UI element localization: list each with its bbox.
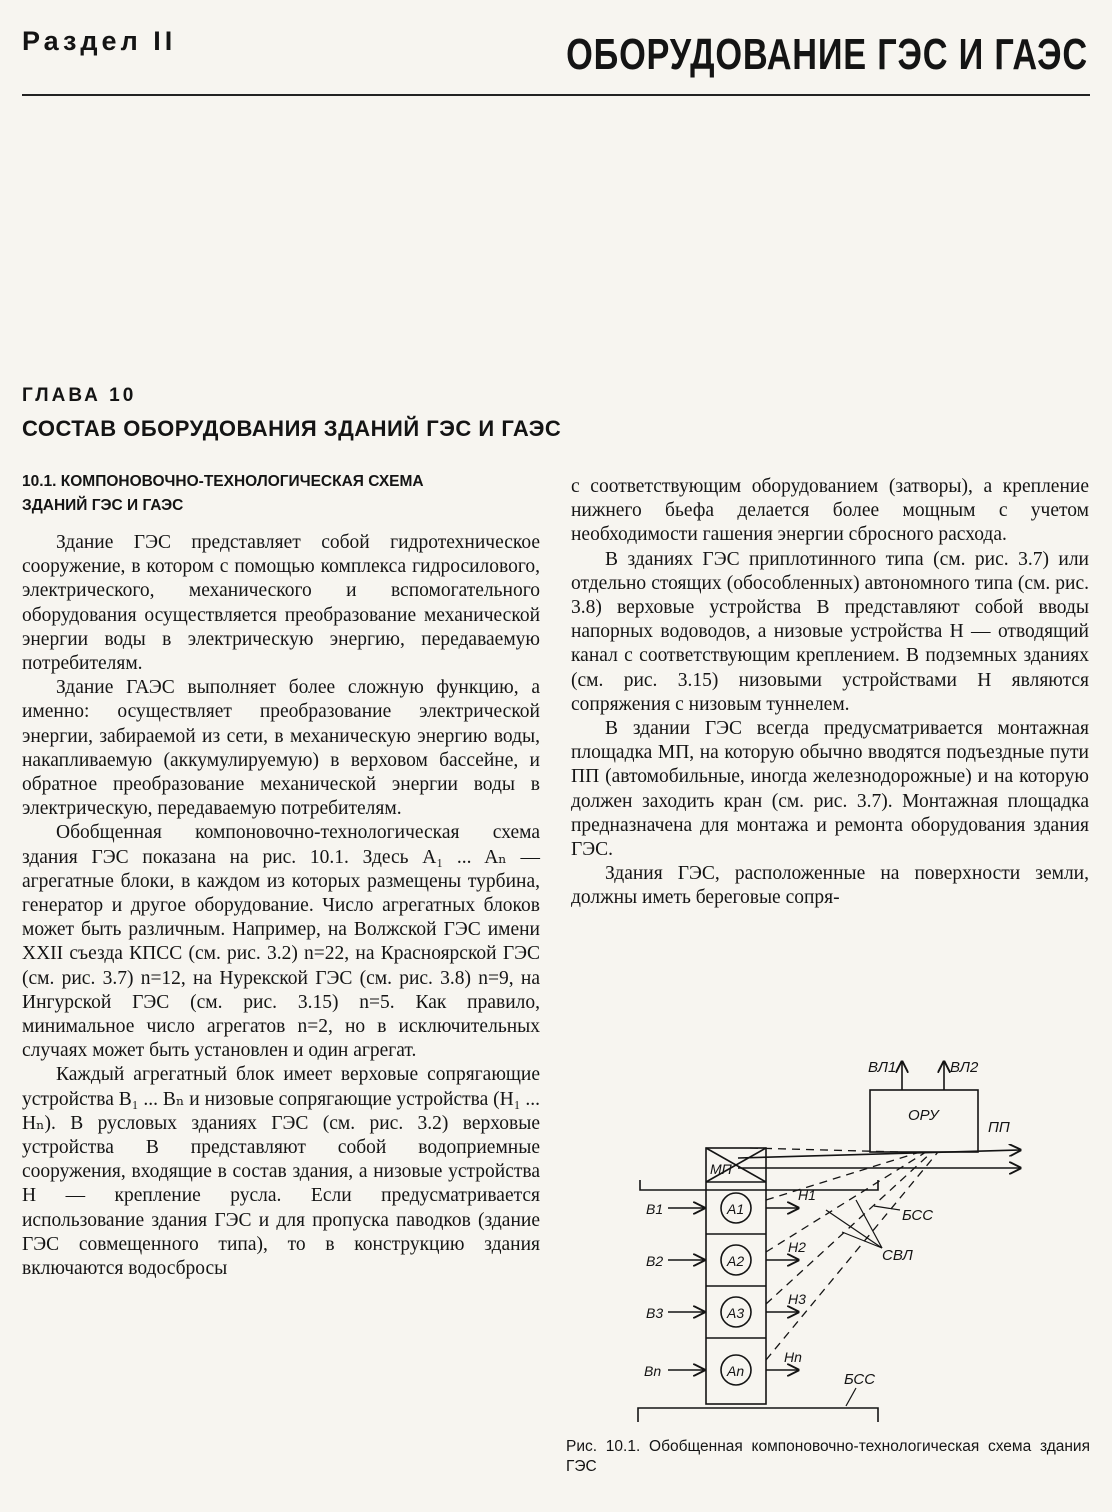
figure-caption: Рис. 10.1. Обобщенная компоновочно-технологическая схема здания ГЭС: [566, 1438, 1090, 1475]
paragraph: с соответствующим оборудованием (затворы), а крепление нижнего бьефа делается более мощным с учетом необходимости гашения энергии сбросного расхода.: [571, 476, 1089, 546]
label-b3: B3: [646, 1305, 664, 1321]
bss-pointer-bottom: [846, 1388, 856, 1406]
chapter-title: СОСТАВ ОБОРУДОВАНИЯ ЗДАНИЙ ГЭС И ГАЭС: [22, 416, 562, 441]
label-an: An: [727, 1363, 745, 1379]
label-pp: ПП: [988, 1119, 1010, 1136]
paragraph: Обобщенная компоновочно-технологическая схема здания ГЭС показана на рис. 10.1. Здесь A₁ ... Aₙ — агрегатные блоки, в каждом из которых размещены турбина, генератор и другое оборудование. Число агрегатных блоков может быть различным. Например, на Волжской ГЭС имени XXII съезда КПСС (см. рис. 3.2) n=22, на Красноярской ГЭС (см. рис. 3.7) n=12, на Нурекской ГЭС (см. рис. 3.8) n=9, на Ингурской ГЭС (см. рис. 3.15) n=5. Как правило, минимальное число агрегатов n=2, но в исключительных случаях может быть установлен и один агрегат.: [22, 822, 540, 1062]
paragraph: Здания ГЭС, расположенные на поверхности земли, должны иметь береговые сопря-: [571, 863, 1089, 909]
figure-10-1-diagram: [630, 1050, 1030, 1430]
label-oru: ОРУ: [908, 1107, 939, 1124]
label-svl: СВЛ: [882, 1247, 913, 1264]
label-hn: Hn: [784, 1349, 802, 1365]
label-h2: H2: [788, 1239, 806, 1255]
link-line: [766, 1152, 920, 1200]
right-column: [571, 475, 1089, 911]
subsection-title: [22, 470, 542, 518]
label-b1: B1: [646, 1201, 664, 1217]
label-a1: A1: [727, 1201, 745, 1217]
paragraph: Каждый агрегатный блок имеет верховые сопрягающие устройства B₁ ... Bₙ и низовые сопрягающие устройства (H₁ ... Hₙ). В русловых зданиях ГЭС (см. рис. 3.2) верховые устройства B представляют собой водоприемные сооружения, входящие в состав здания, а низовые устройства H — крепление русла. Если предусматривается использование здания ГЭС и для пропуска паводков (здание ГЭС совмещенного типа), то в конструкцию здания включаются водосбросы: [22, 1064, 541, 1280]
paragraph: В здании ГЭС всегда предусматривается монтажная площадка МП, на которую обычно вводятся подъездные пути ПП (автомобильные, иногда железнодорожные) и на которую должен заходить кран (см. рис. 3.7). Монтажная площадка предназначена для монтажа и ремонта оборудования здания ГЭС.: [571, 718, 1089, 861]
paragraph: В зданиях ГЭС приплотинного типа (см. рис. 3.7) или отдельно стоящих (обособленных) автономного типа (см. рис. 3.8) верховые устройства B представляют собой вводы напорных водоводов, а низовые устройства H — отводящий канал с соответствующим креплением. В подземных зданиях (см. рис. 3.15) низовыми устройствами H являются сопряжения с низовым туннелем.: [571, 548, 1089, 715]
section-title: ОБОРУДОВАНИЕ ГЭС И ГАЭС: [566, 30, 1088, 79]
label-mp: МП: [710, 1161, 732, 1177]
label-vl2: ВЛ2: [950, 1059, 979, 1076]
label-b2: B2: [646, 1253, 664, 1269]
link-line: [750, 1148, 900, 1152]
paragraph: Здание ГАЭС выполняет более сложную функцию, а именно: осуществляет преобразование электрической энергии, забираемой из сети, в механическую энергию воды, накапливаемую (аккумулируемую) в верховом бассейне, и обратное преобразование механической энергии воды в электрическую, передаваемую потребителям.: [22, 677, 540, 820]
paragraph: Здание ГЭС представляет собой гидротехническое сооружение, в котором с помощью комплекса гидросилового, электрического, механического и вспомогательного оборудования осуществляется преобразование механической энергии воды в электрическую энергию, передаваемую потребителям.: [22, 532, 540, 675]
subsection-title-line2: ЗДАНИЙ ГЭС И ГАЭС: [22, 497, 184, 514]
label-h3: H3: [788, 1291, 806, 1307]
section-label: Раздел II: [22, 26, 177, 56]
label-vl1: ВЛ1: [868, 1059, 897, 1076]
label-a3: A3: [727, 1305, 745, 1321]
foundation-bracket: [638, 1408, 878, 1422]
subsection-title-line1: 10.1. КОМПОНОВОЧНО-ТЕХНОЛОГИЧЕСКАЯ СХЕМА: [22, 473, 424, 490]
header-rule: [22, 94, 1090, 96]
link-line: [766, 1152, 926, 1252]
label-bss-bottom: БСС: [844, 1371, 876, 1388]
bss-pointer: [874, 1206, 900, 1210]
label-h1: H1: [798, 1187, 816, 1203]
left-column: [22, 531, 540, 1281]
label-bss-top: БСС: [902, 1207, 934, 1224]
chapter-label: ГЛАВА 10: [22, 385, 137, 406]
label-bn: Bn: [644, 1363, 662, 1379]
label-a2: A2: [727, 1253, 745, 1269]
